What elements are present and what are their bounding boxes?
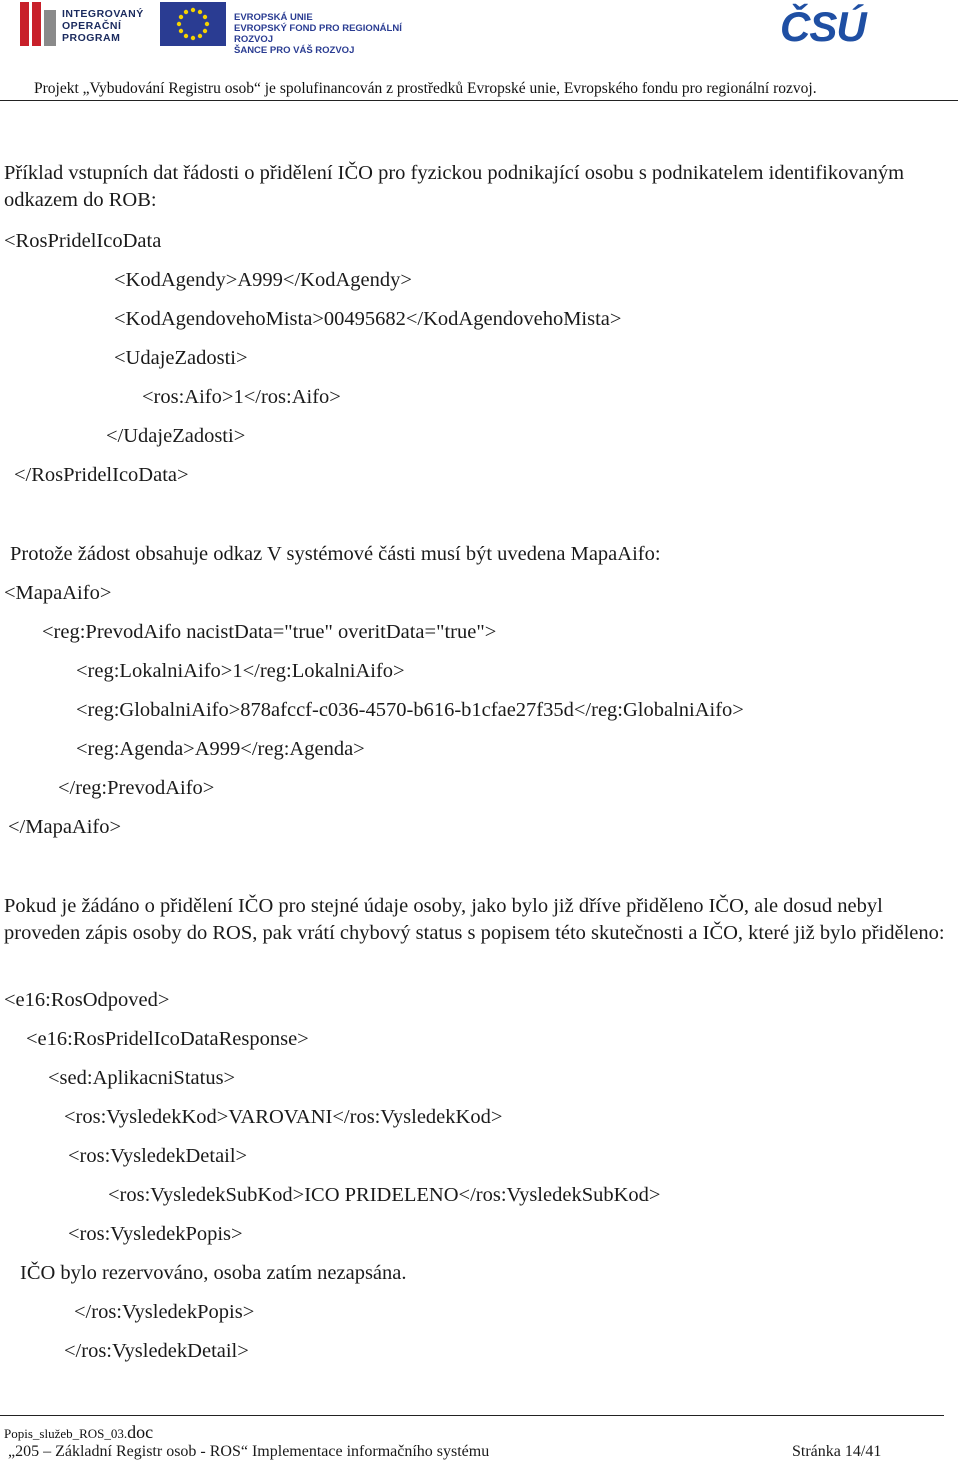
section2-intro: Protože žádost obsahuje odkaz V systémové části musí být uvedena MapaAifo: (10, 543, 661, 565)
code-line: IČO bylo rezervováno, osoba zatím nezapsána. (20, 1262, 407, 1284)
code-line: <reg:GlobalniAifo>878afccf-c036-4570-b616-b1cfae27f35d</reg:GlobalniAifo> (76, 699, 744, 721)
code-line: <reg:PrevodAifo nacistData="true" overitData="true"> (42, 621, 497, 643)
code-line: </RosPridelIcoData> (14, 464, 189, 486)
code-line: <sed:AplikacniStatus> (48, 1067, 236, 1089)
eu-flag-icon (160, 2, 226, 46)
eu-logo (160, 2, 430, 56)
iop-logo-line-3: PROGRAM (62, 32, 121, 44)
code-line: <reg:Agenda>A999</reg:Agenda> (76, 738, 365, 760)
header-divider (0, 100, 958, 101)
eu-logo-line-1: EVROPSKÁ UNIE (234, 12, 313, 23)
integrovany-operacni-program-logo (20, 2, 145, 48)
code-line: <ros:Aifo>1</ros:Aifo> (142, 386, 341, 408)
code-line: <ros:VysledekKod>VAROVANI</ros:VysledekKod> (64, 1106, 503, 1128)
code-line: <reg:LokalniAifo>1</reg:LokalniAifo> (76, 660, 405, 682)
code-line: <KodAgendovehoMista>00495682</KodAgendovehoMista> (114, 308, 622, 330)
footer-file-base: Popis_služeb_ROS_03. (4, 1426, 128, 1441)
section1-intro: Příklad vstupních dat řádosti o přidělení IČO pro fyzickou podnikající osobu s podnikatelem identifikovaným odkazem do ROB: (4, 162, 905, 211)
code-line: <KodAgendy>A999</KodAgendy> (114, 269, 412, 291)
code-line: <UdajeZadosti> (114, 347, 248, 369)
csu-logo: ČSÚ (780, 3, 866, 50)
code-line: <e16:RosPridelIcoDataResponse> (26, 1028, 309, 1050)
iop-logo-line-2: OPERAČNÍ (62, 20, 122, 32)
page-number: Stránka 14/41 (792, 1443, 882, 1460)
project-funding-line: Projekt „Vybudování Registru osob“ je spolufinancován z prostředků Evropské unie, Evropského fondu pro regionální rozvoj. (34, 80, 817, 97)
footer-file-ext: doc (127, 1422, 154, 1442)
code-line: <MapaAifo> (4, 582, 112, 604)
code-line: </UdajeZadosti> (106, 425, 246, 447)
code-line: </ros:VysledekPopis> (74, 1301, 255, 1323)
code-line: <RosPridelIcoData (4, 230, 162, 252)
code-line: <ros:VysledekDetail> (68, 1145, 248, 1167)
footer-divider (0, 1415, 944, 1416)
code-line: <ros:VysledekPopis> (68, 1223, 243, 1245)
code-line: </ros:VysledekDetail> (64, 1340, 249, 1362)
iop-logo-line-1: INTEGROVANÝ (62, 8, 144, 20)
code-line: <e16:RosOdpoved> (4, 989, 170, 1011)
iop-flag-icon (20, 2, 58, 46)
footer-file-name (4, 1422, 153, 1443)
code-line: <ros:VysledekSubKod>ICO PRIDELENO</ros:VysledekSubKod> (108, 1184, 661, 1206)
code-line: </reg:PrevodAifo> (58, 777, 215, 799)
section3-intro: Pokud je žádáno o přidělení IČO pro stejné údaje osoby, jako bylo již dříve přiděleno IČO, ale dosud nebyl proveden zápis osoby do ROS, pak vrátí chybový status s popisem této skutečnosti a IČO, které již bylo přiděleno: (4, 895, 945, 944)
eu-logo-line-2: EVROPSKÝ FOND PRO REGIONÁLNÍ ROZVOJ (234, 23, 402, 45)
footer-title: „205 – Základní Registr osob - ROS“ Implementace informačního systému (8, 1443, 490, 1460)
code-line: </MapaAifo> (8, 816, 122, 838)
eu-logo-line-3: ŠANCE PRO VÁŠ ROZVOJ (234, 45, 355, 56)
